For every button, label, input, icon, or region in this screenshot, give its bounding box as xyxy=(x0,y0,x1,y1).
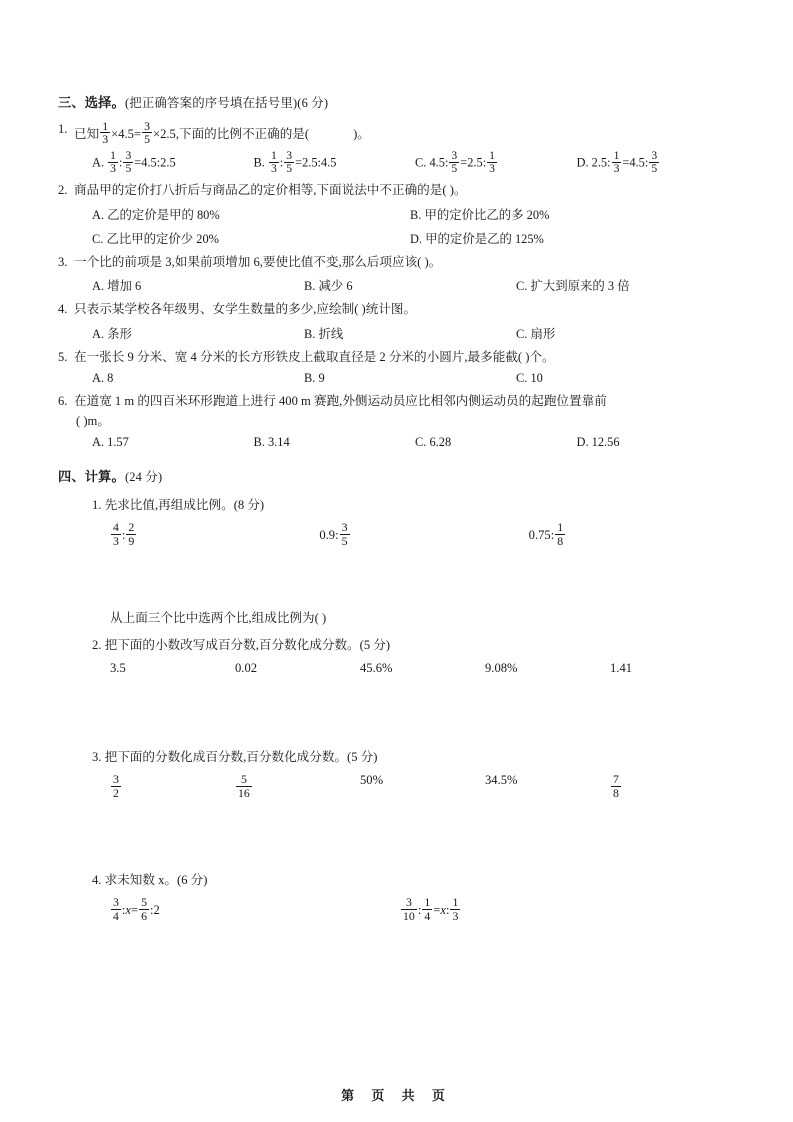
option-q2-c[interactable]: C. 乙比甲的定价少 20% xyxy=(92,231,220,246)
option-q1-a[interactable]: A. $\frac{1}{3}$ : $\frac{3}{5}$ =4.5:2.5 xyxy=(92,148,176,176)
option-q6-c[interactable]: C. 6.28 xyxy=(415,435,452,450)
option-q2-a[interactable]: A. 乙的定价是甲的 80% xyxy=(92,207,220,222)
option-q6-d[interactable]: D. 12.56 xyxy=(576,435,620,450)
page-content xyxy=(58,92,738,922)
option-q2-d[interactable]: D. 甲的定价是乙的 125% xyxy=(410,231,544,246)
question-3-text: 一个比的前项是 3,如果前项增加 6,要使比值不变,那么后项应该( )。 xyxy=(74,254,442,269)
page-footer: 第 页 共 页 xyxy=(341,1088,452,1103)
question-5: 5. 在一张长 9 分米、宽 4 分米的长方形铁皮上截取直径是 2 分米的小圆片,最多能截( )个。 xyxy=(58,349,555,364)
question-4: 4. 只表示某学校各年级男、女学生数量的多少,应绘制( )统计图。 xyxy=(58,302,417,317)
expression-1-1: $\frac{4}{3}$ : $\frac{2}{9}$ xyxy=(113,520,135,548)
question-6-text-line2: ( )m。 xyxy=(76,413,110,428)
option-q1-b[interactable]: B. $\frac{1}{3}$ : $\frac{3}{5}$ =2.5:4.5 xyxy=(253,148,337,176)
expression-1-2: 0.9: $\frac{3}{5}$ xyxy=(319,520,348,548)
task-3-values xyxy=(58,773,738,799)
task-4-title: 4. 求未知数 x。(6 分) xyxy=(92,873,208,888)
value-2-5: 1.41 xyxy=(610,661,633,676)
option-q5-c[interactable]: C. 10 xyxy=(516,371,543,386)
section-four-score: (24 分) xyxy=(124,470,163,485)
task-1-expressions xyxy=(58,521,738,547)
option-q4-b[interactable]: B. 折线 xyxy=(304,326,344,341)
equation-4-1: $\frac{3}{4}$ :x= $\frac{5}{6}$ :2 xyxy=(113,895,160,923)
option-q2-b[interactable]: B. 甲的定价比乙的多 20% xyxy=(410,207,550,222)
value-2-3: 45.6% xyxy=(360,661,393,676)
value-3-2: $\frac{5}{16}$ xyxy=(238,772,250,800)
task-1-tail: 从上面三个比中选两个比,组成比例为( ) xyxy=(110,611,327,626)
option-q3-c[interactable]: C. 扩大到原来的 3 倍 xyxy=(516,279,630,294)
option-q4-a[interactable]: A. 条形 xyxy=(92,326,132,341)
fraction-three-fifths: $\frac{3}{5}$ xyxy=(144,119,150,147)
question-5-text: 在一张长 9 分米、宽 4 分米的长方形铁皮上截取直径是 2 分米的小圆片,最多能截( )个。 xyxy=(74,349,555,364)
expression-1-3: 0.75: $\frac{1}{8}$ xyxy=(528,520,564,548)
question-3: 3. 一个比的前项是 3,如果前项增加 6,要使比值不变,那么后项应该( )。 xyxy=(58,254,442,269)
question-2-text: 商品甲的定价打八折后与商品乙的定价相等,下面说法中不正确的是( )。 xyxy=(74,183,467,198)
task-1-title: 1. 先求比值,再组成比例。(8 分) xyxy=(92,498,265,513)
section-three-title: 三、选择。 xyxy=(58,95,125,110)
task-4-equations xyxy=(58,896,738,922)
value-2-2: 0.02 xyxy=(235,661,258,676)
options-q6 xyxy=(58,435,738,450)
section-heading-four xyxy=(58,466,738,485)
option-q6-b[interactable]: B. 3.14 xyxy=(253,435,290,450)
fraction-one-third: $\frac{1}{3}$ xyxy=(102,119,109,147)
section-four-title: 四、计算。 xyxy=(58,469,125,485)
option-q1-c[interactable]: C. 4.5: $\frac{3}{5}$ =2.5: $\frac{1}{3}$ xyxy=(415,148,495,176)
value-2-4: 9.08% xyxy=(485,661,518,676)
value-3-4: 34.5% xyxy=(485,773,518,788)
task-3-title: 3. 把下面的分数化成百分数,百分数化成分数。(5 分) xyxy=(92,750,378,765)
options-q2-row2 xyxy=(58,229,738,247)
option-q3-a[interactable]: A. 增加 6 xyxy=(92,279,142,294)
question-6: 6. 在道宽 1 m 的四百米环形跑道上进行 400 m 赛跑,外侧运动员应比相邻内侧运动员的起跑位置靠前 ( )m。 xyxy=(58,392,738,431)
options-q3 xyxy=(58,276,738,294)
value-3-3: 50% xyxy=(360,773,384,788)
task-2-title: 2. 把下面的小数改写成百分数,百分数化成分数。(5 分) xyxy=(92,638,391,653)
question-6-text: 在道宽 1 m 的四百米环形跑道上进行 400 m 赛跑,外侧运动员应比相邻内侧运动员的起跑位置靠前 xyxy=(74,394,607,409)
options-q4 xyxy=(58,324,738,342)
question-4-text: 只表示某学校各年级男、女学生数量的多少,应绘制( )统计图。 xyxy=(74,302,417,317)
option-q5-a[interactable]: A. 8 xyxy=(92,371,114,386)
option-q1-d[interactable]: D. 2.5: $\frac{1}{3}$ =4.5: $\frac{3}{5}$ xyxy=(576,148,658,176)
section-heading-three xyxy=(58,92,738,111)
equation-4-2: $\frac{3}{10}$ : $\frac{1}{4}$ =x: $\frac{1}{3}$ xyxy=(403,895,459,923)
option-q6-a[interactable]: A. 1.57 xyxy=(92,435,129,450)
section-three-score: (把正确答案的序号填在括号里)(6 分) xyxy=(124,96,329,110)
options-q5 xyxy=(58,371,738,386)
question-1: 1. 已知 $\frac{1}{3}$ ×4.5= $\frac{3}{5}$ ×2.5,下面的比例不正确的是( )。 xyxy=(58,119,370,147)
option-q5-b[interactable]: B. 9 xyxy=(304,371,325,386)
value-3-1: $\frac{3}{2}$ xyxy=(113,772,119,800)
value-2-1: 3.5 xyxy=(110,661,126,676)
option-q3-b[interactable]: B. 减少 6 xyxy=(304,279,353,294)
task-2-values xyxy=(58,661,738,676)
question-2: 2. 商品甲的定价打八折后与商品乙的定价相等,下面说法中不正确的是( )。 xyxy=(58,183,467,198)
options-q2-row1 xyxy=(58,205,738,223)
option-q4-c[interactable]: C. 扇形 xyxy=(516,326,556,341)
value-3-5: $\frac{7}{8}$ xyxy=(613,772,619,800)
options-q1 xyxy=(58,150,738,175)
